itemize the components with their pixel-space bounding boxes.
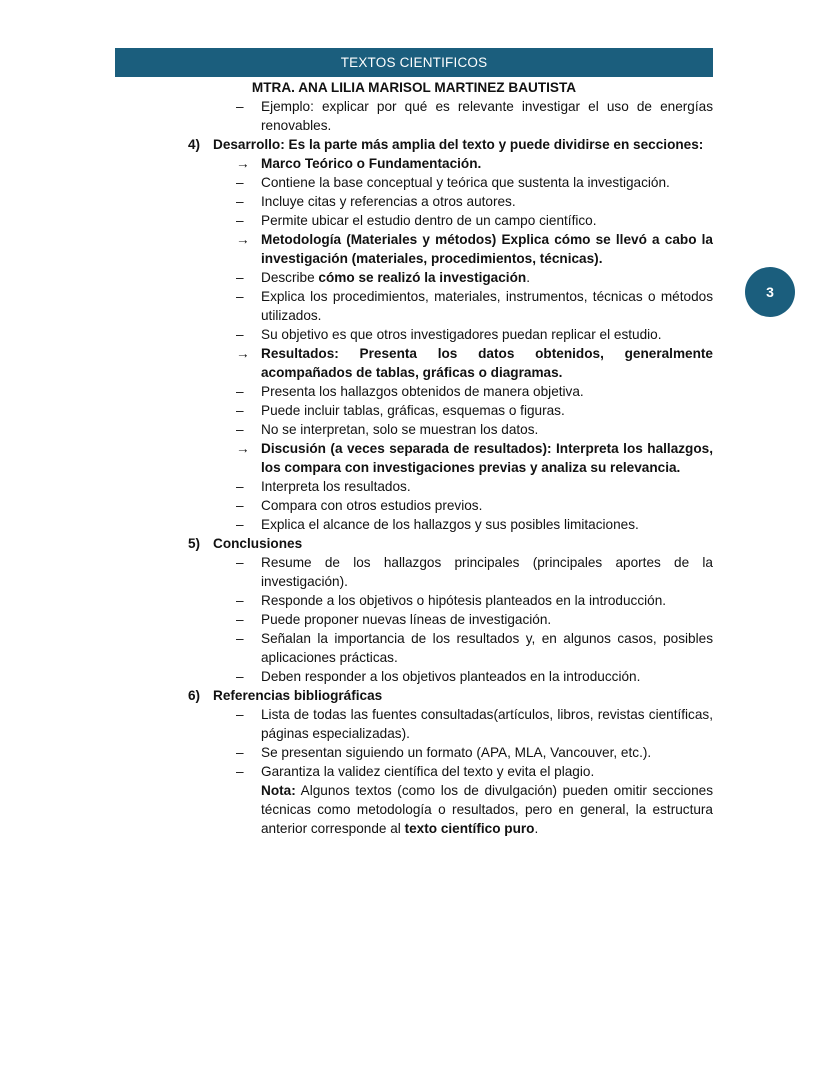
list-item: – Deben responder a los objetivos planteados en la introducción. xyxy=(236,669,641,684)
list-item: – Presenta los hallazgos obtenidos de manera objetiva. xyxy=(236,384,584,399)
arrow-icon: → xyxy=(236,441,250,456)
list-item: – Incluye citas y referencias a otros autores. xyxy=(236,194,516,209)
dash-marker: – xyxy=(236,669,244,684)
dash-marker: – xyxy=(236,593,244,608)
dash-marker: – xyxy=(236,422,244,437)
dash-marker: – xyxy=(236,194,244,209)
document-body xyxy=(0,97,828,838)
list-item: – No se interpretan, solo se muestran los datos. xyxy=(236,422,539,437)
list-item: – Su objetivo es que otros investigadores puedan replicar el estudio. xyxy=(236,327,662,342)
dash-marker: – xyxy=(236,270,244,285)
subsection-discusion: → Discusión (a veces separada de resultados): Interpreta los hallazgos, los compara con investigaciones previas y analiza su relevancia. xyxy=(236,441,713,475)
dash-marker: – xyxy=(236,498,244,513)
list-item: – Resume de los hallazgos principales (principales aportes de la investigación). xyxy=(236,555,713,589)
section-number: 5) xyxy=(188,536,201,551)
dash-marker: – xyxy=(236,764,244,779)
list-item: – Compara con otros estudios previos. xyxy=(236,498,483,513)
note-label: Nota: xyxy=(261,783,296,798)
arrow-icon: → xyxy=(236,346,250,361)
list-item: – Contiene la base conceptual y teórica que sustenta la investigación. xyxy=(236,175,670,190)
dash-marker: – xyxy=(236,213,244,228)
dash-marker: – xyxy=(236,327,244,342)
list-item: – Describe cómo se realizó la investigación. xyxy=(236,270,530,285)
dash-marker: – xyxy=(236,745,244,760)
author-name: MTRA. ANA LILIA MARISOL MARTINEZ BAUTISTA xyxy=(251,80,577,95)
list-item: – Puede incluir tablas, gráficas, esquemas o figuras. xyxy=(236,403,565,418)
dash-marker: – xyxy=(236,555,244,570)
list-item: – Se presentan siguiendo un formato (APA, MLA, Vancouver, etc.). xyxy=(236,745,652,760)
dash-marker: – xyxy=(236,707,244,722)
arrow-icon: → xyxy=(236,232,250,247)
dash-marker: – xyxy=(236,403,244,418)
dash-marker: – xyxy=(236,175,244,190)
dash-marker: – xyxy=(236,631,244,646)
note-paragraph: Nota: Algunos textos (como los de divulgación) pueden omitir secciones técnicas como metodología o resultados, pero en general, la estructura anterior corresponde al texto científico puro. xyxy=(261,783,713,836)
list-item: – Señalan la importancia de los resultados y, en algunos casos, posibles aplicaciones prácticas. xyxy=(236,631,713,665)
subsection-resultados: → Resultados: Presenta los datos obtenidos, generalmente acompañados de tablas, gráficas o diagramas. xyxy=(236,346,713,380)
header-bar xyxy=(115,48,713,77)
list-item: – Ejemplo: explicar por qué es relevante investigar el uso de energías renovables. xyxy=(236,99,713,133)
dash-marker: – xyxy=(236,99,244,114)
dash-marker: – xyxy=(236,612,244,627)
dash-marker: – xyxy=(236,384,244,399)
list-item: – Interpreta los resultados. xyxy=(236,479,411,494)
dash-marker: – xyxy=(236,479,244,494)
section-4-heading: 4) Desarrollo: Es la parte más amplia del texto y puede dividirse en secciones: xyxy=(188,137,704,152)
section-5-heading: 5) Conclusiones xyxy=(188,536,303,551)
list-item: – Explica el alcance de los hallazgos y sus posibles limitaciones. xyxy=(236,517,639,532)
subsection-metodologia: → Metodología (Materiales y métodos) Explica cómo se llevó a cabo la investigación (materiales, procedimientos, técnicas). xyxy=(236,232,713,266)
section-number: 4) xyxy=(188,137,201,152)
section-6-heading: 6) Referencias bibliográficas xyxy=(188,688,383,703)
header-title: TEXTOS CIENTIFICOS xyxy=(340,55,488,70)
arrow-icon: → xyxy=(236,156,250,171)
list-item: – Garantiza la validez científica del texto y evita el plagio. xyxy=(236,764,595,779)
list-item: – Explica los procedimientos, materiales, instrumentos, técnicas o métodos utilizados. xyxy=(236,289,713,323)
list-item: – Puede proponer nuevas líneas de investigación. xyxy=(236,612,552,627)
dash-marker: – xyxy=(236,289,244,304)
subsection-marco-teorico: → Marco Teórico o Fundamentación. xyxy=(236,156,482,171)
section-number: 6) xyxy=(188,688,201,703)
list-item: – Lista de todas las fuentes consultadas(artículos, libros, revistas científicas, páginas especializadas). xyxy=(236,707,713,741)
page-number: 3 xyxy=(766,284,774,300)
list-item: – Responde a los objetivos o hipótesis planteados en la introducción. xyxy=(236,593,667,608)
dash-marker: – xyxy=(236,517,244,532)
list-item: – Permite ubicar el estudio dentro de un campo científico. xyxy=(236,213,597,228)
